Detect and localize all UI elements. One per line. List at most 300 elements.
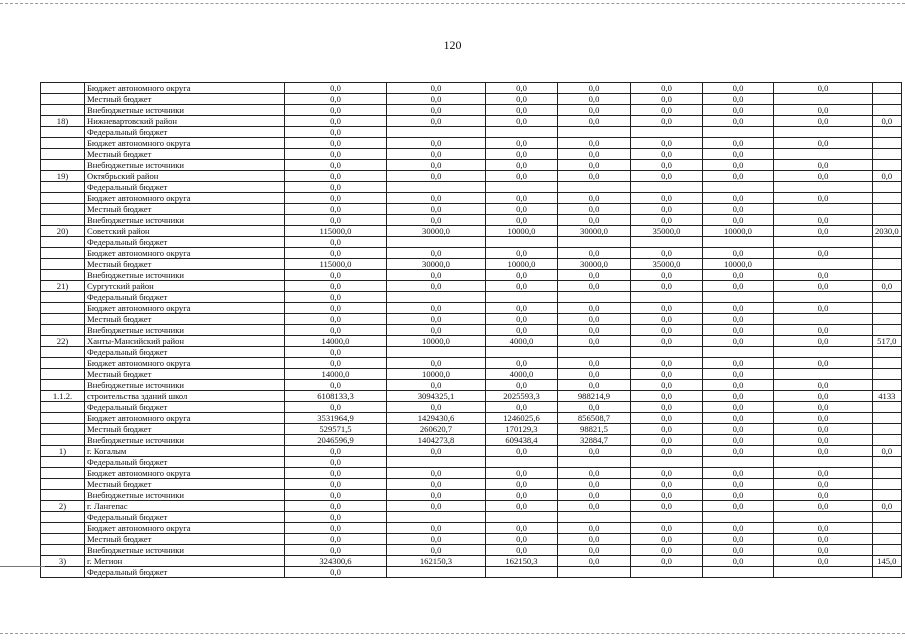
row-name-cell: Бюджет автономного округа — [85, 468, 285, 479]
value-cell: 0,0 — [631, 380, 703, 391]
row-name-cell: Внебюджетные источники — [85, 325, 285, 336]
value-cell: 0,0 — [486, 468, 558, 479]
table-row — [41, 391, 902, 402]
value-cell: 0,0 — [486, 193, 558, 204]
value-cell: 0,0 — [285, 534, 387, 545]
value-cell: 0,0 — [285, 292, 387, 303]
value-cell: 0,0 — [558, 193, 631, 204]
value-cell: 115000,0 — [285, 259, 387, 270]
value-cell: 35000,0 — [631, 259, 703, 270]
row-name-cell: Ханты-Мансийский район — [85, 336, 285, 347]
value-cell: 170129,3 — [486, 424, 558, 435]
value-cell — [631, 182, 703, 193]
value-cell: 0,0 — [387, 479, 486, 490]
value-cell: 0,0 — [774, 380, 873, 391]
table-row — [41, 127, 902, 138]
value-cell — [873, 138, 902, 149]
value-cell — [873, 479, 902, 490]
value-cell — [774, 204, 873, 215]
value-cell: 0,0 — [387, 193, 486, 204]
value-cell: 0,0 — [285, 490, 387, 501]
value-cell: 0,0 — [285, 457, 387, 468]
row-index-cell — [41, 204, 85, 215]
table-row — [41, 512, 902, 523]
value-cell: 35000,0 — [631, 226, 703, 237]
value-cell: 0,0 — [774, 358, 873, 369]
value-cell: 517,0 — [873, 336, 902, 347]
value-cell: 145,0 — [873, 556, 902, 567]
row-index-cell — [41, 127, 85, 138]
value-cell: 0,0 — [703, 314, 774, 325]
value-cell — [387, 457, 486, 468]
value-cell: 0,0 — [774, 534, 873, 545]
value-cell: 0,0 — [387, 490, 486, 501]
value-cell — [873, 182, 902, 193]
value-cell: 1429430,6 — [387, 413, 486, 424]
row-name-cell: Бюджет автономного округа — [85, 193, 285, 204]
row-index-cell — [41, 270, 85, 281]
value-cell: 0,0 — [774, 226, 873, 237]
row-index-cell — [41, 567, 85, 578]
value-cell: 0,0 — [631, 160, 703, 171]
value-cell: 0,0 — [873, 281, 902, 292]
table-row — [41, 226, 902, 237]
value-cell: 4000,0 — [486, 336, 558, 347]
value-cell: 0,0 — [558, 468, 631, 479]
value-cell — [486, 347, 558, 358]
value-cell: 0,0 — [285, 501, 387, 512]
value-cell — [774, 292, 873, 303]
value-cell — [873, 83, 902, 94]
value-cell: 0,0 — [486, 523, 558, 534]
value-cell: 0,0 — [703, 556, 774, 567]
value-cell: 0,0 — [558, 248, 631, 259]
value-cell — [558, 237, 631, 248]
row-index-cell — [41, 325, 85, 336]
value-cell: 0,0 — [387, 270, 486, 281]
value-cell: 0,0 — [703, 435, 774, 446]
value-cell: 0,0 — [631, 281, 703, 292]
value-cell — [486, 567, 558, 578]
value-cell — [486, 182, 558, 193]
value-cell — [774, 149, 873, 160]
scan-border-bottom — [0, 633, 905, 634]
value-cell: 0,0 — [631, 479, 703, 490]
value-cell: 0,0 — [387, 204, 486, 215]
value-cell — [387, 237, 486, 248]
row-index-cell — [41, 138, 85, 149]
row-name-cell: Федеральный бюджет — [85, 457, 285, 468]
budget-table — [40, 82, 902, 578]
value-cell: 0,0 — [703, 248, 774, 259]
value-cell: 0,0 — [486, 314, 558, 325]
table-row — [41, 138, 902, 149]
value-cell — [387, 127, 486, 138]
value-cell: 0,0 — [631, 270, 703, 281]
value-cell: 0,0 — [486, 270, 558, 281]
value-cell: 0,0 — [558, 545, 631, 556]
table-row — [41, 303, 902, 314]
value-cell: 0,0 — [285, 94, 387, 105]
value-cell: 0,0 — [631, 358, 703, 369]
value-cell: 1246025,6 — [486, 413, 558, 424]
value-cell — [387, 182, 486, 193]
row-name-cell: Местный бюджет — [85, 479, 285, 490]
row-name-cell: Федеральный бюджет — [85, 237, 285, 248]
value-cell: 0,0 — [703, 402, 774, 413]
row-index-cell — [41, 424, 85, 435]
value-cell: 0,0 — [387, 171, 486, 182]
value-cell — [873, 204, 902, 215]
value-cell: 0,0 — [774, 270, 873, 281]
value-cell: 0,0 — [631, 171, 703, 182]
value-cell: 0,0 — [558, 446, 631, 457]
row-index-cell — [41, 347, 85, 358]
value-cell: 0,0 — [703, 534, 774, 545]
value-cell — [873, 534, 902, 545]
value-cell: 0,0 — [703, 83, 774, 94]
value-cell: 0,0 — [774, 248, 873, 259]
row-name-cell: Сургутский район — [85, 281, 285, 292]
row-name-cell: Советский район — [85, 226, 285, 237]
value-cell: 0,0 — [558, 501, 631, 512]
value-cell: 0,0 — [285, 149, 387, 160]
value-cell: 0,0 — [285, 567, 387, 578]
value-cell: 0,0 — [387, 105, 486, 116]
value-cell: 0,0 — [387, 468, 486, 479]
value-cell: 0,0 — [285, 380, 387, 391]
value-cell: 0,0 — [387, 303, 486, 314]
value-cell: 0,0 — [558, 556, 631, 567]
row-index-cell — [41, 248, 85, 259]
value-cell: 0,0 — [558, 204, 631, 215]
value-cell: 0,0 — [631, 303, 703, 314]
value-cell — [703, 457, 774, 468]
value-cell: 0,0 — [703, 303, 774, 314]
row-index-cell — [41, 358, 85, 369]
value-cell: 0,0 — [387, 380, 486, 391]
value-cell: 0,0 — [387, 545, 486, 556]
value-cell: 0,0 — [558, 270, 631, 281]
value-cell: 0,0 — [631, 149, 703, 160]
value-cell: 0,0 — [558, 336, 631, 347]
row-index-cell: 19) — [41, 171, 85, 182]
value-cell: 0,0 — [774, 116, 873, 127]
row-name-cell: Внебюджетные источники — [85, 435, 285, 446]
value-cell — [631, 512, 703, 523]
value-cell: 0,0 — [285, 347, 387, 358]
row-index-cell: 1.1.2. — [41, 391, 85, 402]
value-cell: 0,0 — [631, 193, 703, 204]
row-index-cell — [41, 292, 85, 303]
table-row — [41, 325, 902, 336]
row-index-cell: 3) — [41, 556, 85, 567]
value-cell: 0,0 — [774, 281, 873, 292]
value-cell: 0,0 — [387, 314, 486, 325]
value-cell: 0,0 — [387, 215, 486, 226]
value-cell — [873, 270, 902, 281]
value-cell: 0,0 — [387, 138, 486, 149]
value-cell: 0,0 — [486, 160, 558, 171]
value-cell: 0,0 — [387, 446, 486, 457]
value-cell — [873, 402, 902, 413]
value-cell: 0,0 — [631, 116, 703, 127]
value-cell — [873, 215, 902, 226]
row-index-cell — [41, 237, 85, 248]
value-cell: 0,0 — [631, 556, 703, 567]
row-index-cell — [41, 193, 85, 204]
value-cell: 0,0 — [631, 424, 703, 435]
value-cell: 0,0 — [703, 149, 774, 160]
value-cell — [631, 567, 703, 578]
value-cell: 0,0 — [558, 83, 631, 94]
value-cell — [873, 314, 902, 325]
value-cell: 0,0 — [703, 479, 774, 490]
value-cell — [703, 292, 774, 303]
value-cell: 0,0 — [558, 402, 631, 413]
value-cell: 0,0 — [558, 358, 631, 369]
value-cell — [774, 369, 873, 380]
value-cell — [486, 292, 558, 303]
table-row — [41, 435, 902, 446]
value-cell: 0,0 — [631, 446, 703, 457]
row-index-cell — [41, 534, 85, 545]
value-cell: 0,0 — [774, 336, 873, 347]
row-name-cell: Местный бюджет — [85, 94, 285, 105]
value-cell: 0,0 — [703, 490, 774, 501]
value-cell — [873, 358, 902, 369]
value-cell: 0,0 — [387, 534, 486, 545]
row-name-cell: Федеральный бюджет — [85, 347, 285, 358]
value-cell: 0,0 — [486, 501, 558, 512]
value-cell: 0,0 — [631, 501, 703, 512]
value-cell: 0,0 — [703, 336, 774, 347]
value-cell — [873, 490, 902, 501]
value-cell: 0,0 — [558, 215, 631, 226]
row-name-cell: Бюджет автономного округа — [85, 523, 285, 534]
value-cell: 162150,3 — [486, 556, 558, 567]
value-cell — [873, 413, 902, 424]
table-row — [41, 149, 902, 160]
value-cell: 0,0 — [703, 446, 774, 457]
value-cell: 0,0 — [486, 479, 558, 490]
table-row — [41, 347, 902, 358]
value-cell — [558, 127, 631, 138]
table-row — [41, 314, 902, 325]
value-cell — [387, 292, 486, 303]
value-cell — [873, 259, 902, 270]
value-cell: 0,0 — [285, 193, 387, 204]
value-cell: 529571,5 — [285, 424, 387, 435]
value-cell: 0,0 — [774, 435, 873, 446]
value-cell: 0,0 — [774, 215, 873, 226]
value-cell: 0,0 — [774, 413, 873, 424]
value-cell: 260620,7 — [387, 424, 486, 435]
value-cell: 0,0 — [486, 248, 558, 259]
value-cell: 2025593,3 — [486, 391, 558, 402]
value-cell: 0,0 — [387, 325, 486, 336]
row-index-cell — [41, 160, 85, 171]
value-cell: 0,0 — [774, 446, 873, 457]
row-index-cell — [41, 369, 85, 380]
value-cell: 0,0 — [285, 270, 387, 281]
row-name-cell: Местный бюджет — [85, 259, 285, 270]
value-cell: 0,0 — [285, 204, 387, 215]
table-row — [41, 281, 902, 292]
value-cell — [873, 193, 902, 204]
row-name-cell: Внебюджетные источники — [85, 545, 285, 556]
value-cell: 0,0 — [285, 160, 387, 171]
value-cell: 0,0 — [774, 402, 873, 413]
table-row — [41, 116, 902, 127]
value-cell: 14000,0 — [285, 369, 387, 380]
value-cell — [631, 127, 703, 138]
value-cell: 0,0 — [703, 391, 774, 402]
row-name-cell: Бюджет автономного округа — [85, 303, 285, 314]
value-cell: 3531964,9 — [285, 413, 387, 424]
row-name-cell: Бюджет автономного округа — [85, 138, 285, 149]
row-index-cell — [41, 468, 85, 479]
row-name-cell: Местный бюджет — [85, 314, 285, 325]
value-cell: 0,0 — [285, 116, 387, 127]
table-row — [41, 358, 902, 369]
table-row — [41, 523, 902, 534]
table-row — [41, 292, 902, 303]
table-row — [41, 501, 902, 512]
value-cell — [873, 457, 902, 468]
value-cell: 10000,0 — [387, 336, 486, 347]
value-cell: 0,0 — [631, 215, 703, 226]
value-cell: 0,0 — [285, 523, 387, 534]
row-name-cell: Бюджет автономного округа — [85, 413, 285, 424]
value-cell: 0,0 — [486, 171, 558, 182]
value-cell: 0,0 — [703, 215, 774, 226]
table-row — [41, 248, 902, 259]
value-cell — [873, 523, 902, 534]
value-cell: 0,0 — [285, 468, 387, 479]
value-cell: 0,0 — [774, 138, 873, 149]
row-name-cell: Местный бюджет — [85, 369, 285, 380]
value-cell: 0,0 — [486, 402, 558, 413]
row-name-cell: Внебюджетные источники — [85, 270, 285, 281]
value-cell: 0,0 — [387, 160, 486, 171]
row-name-cell: Внебюджетные источники — [85, 105, 285, 116]
row-index-cell — [41, 182, 85, 193]
value-cell: 115000,0 — [285, 226, 387, 237]
value-cell — [774, 457, 873, 468]
table-row — [41, 171, 902, 182]
table-row — [41, 369, 902, 380]
row-name-cell: г. Когалым — [85, 446, 285, 457]
table-row — [41, 193, 902, 204]
value-cell: 0,0 — [631, 105, 703, 116]
value-cell: 0,0 — [285, 248, 387, 259]
value-cell — [558, 512, 631, 523]
value-cell: 0,0 — [558, 171, 631, 182]
row-index-cell — [41, 149, 85, 160]
value-cell: 0,0 — [558, 303, 631, 314]
value-cell — [774, 237, 873, 248]
value-cell: 0,0 — [285, 215, 387, 226]
value-cell: 0,0 — [558, 281, 631, 292]
row-name-cell: Бюджет автономного округа — [85, 248, 285, 259]
value-cell: 0,0 — [558, 325, 631, 336]
value-cell: 0,0 — [558, 523, 631, 534]
row-index-cell — [41, 545, 85, 556]
value-cell — [873, 160, 902, 171]
row-index-cell — [41, 490, 85, 501]
value-cell: 0,0 — [486, 380, 558, 391]
row-index-cell — [41, 435, 85, 446]
value-cell: 0,0 — [703, 501, 774, 512]
table-row — [41, 534, 902, 545]
row-name-cell: Внебюджетные источники — [85, 160, 285, 171]
value-cell — [558, 457, 631, 468]
table-row — [41, 380, 902, 391]
value-cell: 0,0 — [703, 523, 774, 534]
value-cell — [486, 237, 558, 248]
value-cell: 0,0 — [774, 556, 873, 567]
value-cell: 0,0 — [631, 523, 703, 534]
value-cell — [558, 292, 631, 303]
value-cell: 0,0 — [774, 160, 873, 171]
value-cell: 0,0 — [285, 182, 387, 193]
value-cell — [873, 237, 902, 248]
value-cell: 0,0 — [703, 270, 774, 281]
value-cell: 1404273,8 — [387, 435, 486, 446]
value-cell: 0,0 — [774, 501, 873, 512]
value-cell — [558, 347, 631, 358]
table-row — [41, 446, 902, 457]
value-cell: 0,0 — [558, 369, 631, 380]
value-cell: 0,0 — [486, 105, 558, 116]
value-cell: 0,0 — [703, 424, 774, 435]
row-index-cell — [41, 94, 85, 105]
table-row — [41, 182, 902, 193]
table-row — [41, 457, 902, 468]
table-row — [41, 490, 902, 501]
value-cell — [774, 259, 873, 270]
value-cell: 0,0 — [774, 424, 873, 435]
value-cell: 0,0 — [774, 523, 873, 534]
value-cell — [873, 248, 902, 259]
row-name-cell: Внебюджетные источники — [85, 380, 285, 391]
value-cell: 14000,0 — [285, 336, 387, 347]
value-cell: 0,0 — [631, 413, 703, 424]
table-row — [41, 545, 902, 556]
value-cell — [631, 457, 703, 468]
value-cell — [631, 347, 703, 358]
row-index-cell: 1) — [41, 446, 85, 457]
row-index-cell: 2) — [41, 501, 85, 512]
value-cell: 0,0 — [703, 545, 774, 556]
table-row — [41, 402, 902, 413]
value-cell: 0,0 — [486, 490, 558, 501]
value-cell — [387, 347, 486, 358]
value-cell: 0,0 — [774, 83, 873, 94]
value-cell — [387, 567, 486, 578]
value-cell: 0,0 — [285, 281, 387, 292]
value-cell: 162150,3 — [387, 556, 486, 567]
value-cell: 0,0 — [631, 336, 703, 347]
row-name-cell: Октябрьский район — [85, 171, 285, 182]
value-cell: 0,0 — [387, 116, 486, 127]
value-cell — [873, 380, 902, 391]
value-cell — [486, 512, 558, 523]
value-cell: 0,0 — [631, 369, 703, 380]
value-cell: 0,0 — [285, 237, 387, 248]
value-cell — [558, 182, 631, 193]
